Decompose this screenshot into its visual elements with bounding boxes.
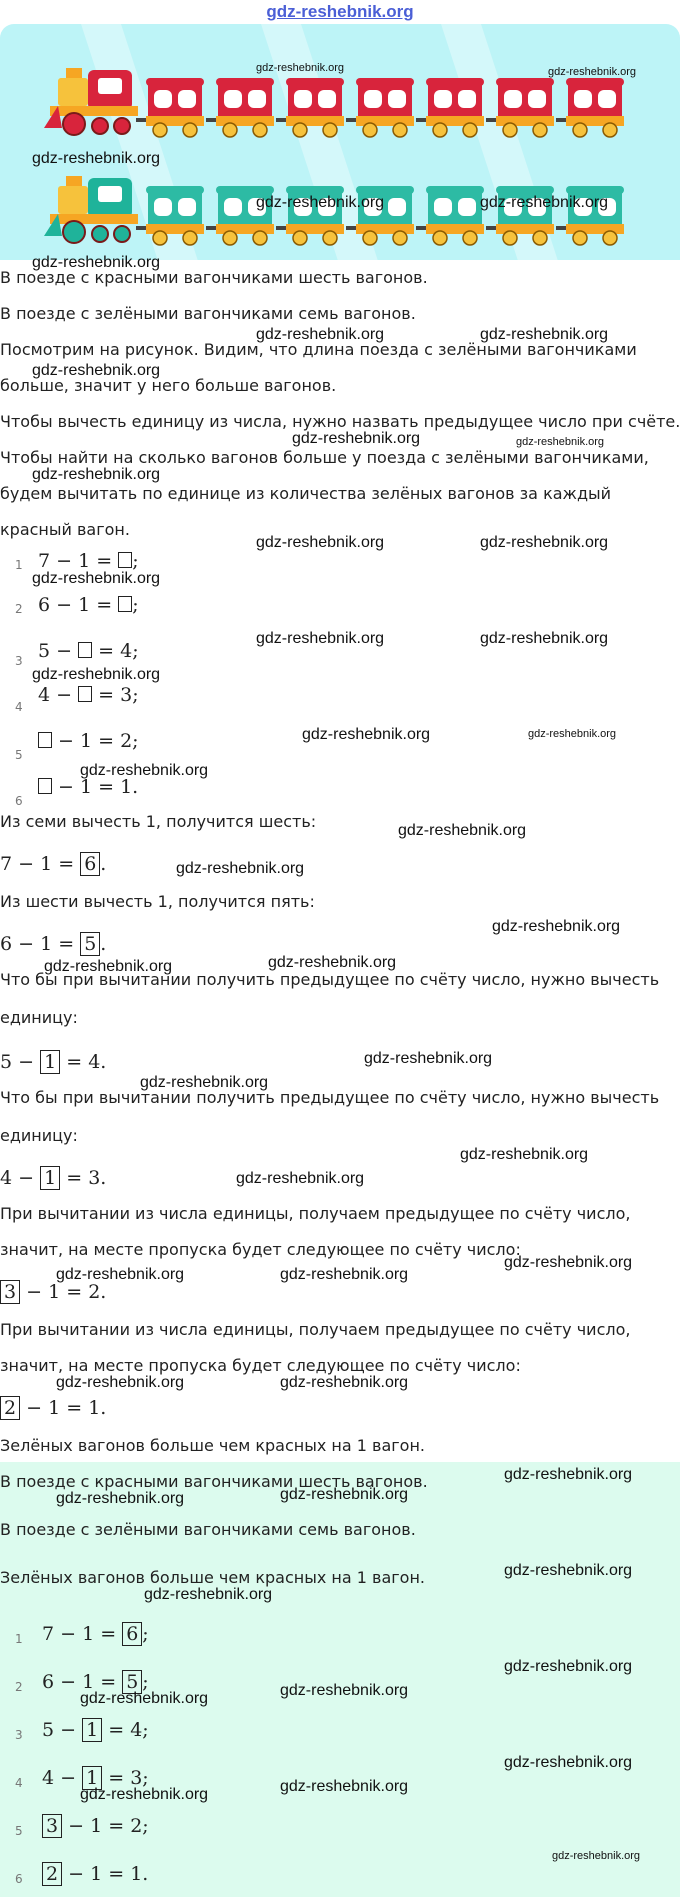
answer-equation: 3 − 1 = 2; [42, 1814, 149, 1838]
watermark: gdz-reshebnik.org [256, 534, 385, 551]
solution-text: будем вычитать по единице из количества зелёных вагонов за каждый [0, 484, 612, 503]
watermark: gdz-reshebnik.org [44, 958, 173, 975]
watermark: gdz-reshebnik.org [516, 436, 605, 448]
answer-block [0, 1462, 680, 1897]
watermark: gdz-reshebnik.org [32, 666, 161, 683]
watermark: gdz-reshebnik.org [256, 630, 385, 647]
answer-equation: 5 − 1 = 4; [42, 1719, 149, 1741]
watermark: gdz-reshebnik.org [56, 1266, 185, 1283]
answer-box: 2 [0, 1396, 20, 1420]
solution-text: красный вагон. [0, 520, 130, 539]
locomotive-icon [44, 62, 144, 138]
step-text: единицу: [0, 1008, 78, 1027]
watermark: gdz-reshebnik.org [280, 1682, 409, 1699]
answer-box: 3 [42, 1814, 62, 1838]
empty-box [118, 596, 132, 612]
task-equation: 7 − 1 = ; [38, 550, 139, 572]
watermark: gdz-reshebnik.org [504, 1562, 633, 1579]
step-text: При вычитании из числа единицы, получаем предыдущее по счёту число, [0, 1320, 631, 1339]
watermark: gdz-reshebnik.org [32, 362, 161, 379]
watermark: gdz-reshebnik.org [80, 762, 209, 779]
watermark: gdz-reshebnik.org [548, 66, 637, 78]
task-equation: 6 − 1 = ; [38, 594, 139, 616]
step-text: Из семи вычесть 1, получится шесть: [0, 812, 317, 831]
watermark: gdz-reshebnik.org [398, 822, 527, 839]
answer-task-number: 4 [15, 1776, 23, 1790]
watermark: gdz-reshebnik.org [492, 918, 621, 935]
answer-task-number: 1 [15, 1632, 23, 1646]
watermark: gdz-reshebnik.org [268, 954, 397, 971]
answer-box: 5 [122, 1670, 142, 1694]
watermark: gdz-reshebnik.org [256, 194, 385, 211]
step-text: единицу: [0, 1126, 78, 1145]
step-text: значит, на месте пропуска будет следующее по счёту число: [0, 1356, 521, 1375]
answer-equation: 6 − 1 = 5 ; [42, 1671, 149, 1693]
wagon-icon [564, 76, 626, 138]
watermark: gdz-reshebnik.org [480, 534, 609, 551]
task-equation: 4 − = 3; [38, 684, 139, 706]
watermark: gdz-reshebnik.org [236, 1170, 365, 1187]
empty-box [38, 778, 52, 794]
task-number: 1 [15, 558, 23, 572]
solution-text: Чтобы найти на сколько вагонов больше у поезда с зелёными вагончиками, [0, 448, 649, 467]
answer-text: Зелёных вагонов больше чем красных на 1 вагон. [0, 1568, 426, 1587]
watermark: gdz-reshebnik.org [480, 630, 609, 647]
answer-equation: 2 − 1 = 1. [42, 1862, 148, 1886]
solution-text: Чтобы вычесть единицу из числа, нужно назвать предыдущее число при счёте. [0, 412, 680, 431]
task-number: 6 [15, 794, 23, 808]
wagon-icon [144, 184, 206, 246]
empty-box [78, 642, 92, 658]
watermark: gdz-reshebnik.org [56, 1490, 185, 1507]
answer-box: 5 [80, 932, 100, 956]
step-equation: 6 − 1 = 5 . [0, 933, 107, 955]
step-text: значит, на месте пропуска будет следующее по счёту число: [0, 1240, 521, 1259]
answer-box: 1 [40, 1050, 60, 1074]
solution-text: Посмотрим на рисунок. Видим, что длина поезда с зелёными вагончиками [0, 340, 637, 359]
task-number: 5 [15, 748, 23, 762]
watermark: gdz-reshebnik.org [80, 1690, 209, 1707]
watermark: gdz-reshebnik.org [504, 1754, 633, 1771]
watermark: gdz-reshebnik.org [256, 326, 385, 343]
watermark: gdz-reshebnik.org [140, 1074, 269, 1091]
watermark: gdz-reshebnik.org [480, 326, 609, 343]
watermark: gdz-reshebnik.org [256, 62, 345, 74]
solution-text: больше, значит у него больше вагонов. [0, 376, 337, 395]
conclusion-text: Зелёных вагонов больше чем красных на 1 вагон. [0, 1436, 426, 1455]
wagon-icon [144, 76, 206, 138]
answer-box: 6 [122, 1622, 142, 1646]
answer-box: 2 [42, 1862, 62, 1886]
watermark: gdz-reshebnik.org [552, 1850, 641, 1862]
step-equation: 5 − 1 = 4. [0, 1051, 107, 1073]
watermark: gdz-reshebnik.org [176, 860, 305, 877]
step-equation: 2 − 1 = 1. [0, 1396, 106, 1420]
task-number: 4 [15, 700, 23, 714]
answer-text: В поезде с красными вагончиками шесть вагонов. [0, 1472, 428, 1491]
watermark: gdz-reshebnik.org [480, 194, 609, 211]
watermark: gdz-reshebnik.org [32, 254, 161, 271]
solution-text: В поезде с красными вагончиками шесть вагонов. [0, 268, 428, 287]
watermark: gdz-reshebnik.org [56, 1374, 185, 1391]
task-number: 3 [15, 654, 23, 668]
site-link[interactable]: gdz-reshebnik.org [266, 2, 414, 21]
answer-equation: 7 − 1 = 6 ; [42, 1623, 149, 1645]
step-text: Что бы при вычитании получить предыдущее по счёту число, нужно вычесть [0, 970, 660, 989]
empty-box [78, 686, 92, 702]
wagon-icon [354, 76, 416, 138]
watermark: gdz-reshebnik.org [280, 1266, 409, 1283]
empty-box [118, 552, 132, 568]
task-number: 2 [15, 602, 23, 616]
step-text: Из шести вычесть 1, получится пять: [0, 892, 315, 911]
answer-box: 1 [82, 1766, 102, 1790]
watermark: gdz-reshebnik.org [504, 1658, 633, 1675]
step-equation: 7 − 1 = 6 . [0, 853, 107, 875]
wagon-icon [284, 76, 346, 138]
answer-task-number: 5 [15, 1824, 23, 1838]
watermark: gdz-reshebnik.org [528, 728, 617, 740]
watermark: gdz-reshebnik.org [144, 1586, 273, 1603]
wagon-icon [424, 76, 486, 138]
watermark: gdz-reshebnik.org [280, 1778, 409, 1795]
answer-box: 1 [40, 1166, 60, 1190]
watermark: gdz-reshebnik.org [32, 570, 161, 587]
step-equation: 3 − 1 = 2. [0, 1280, 106, 1304]
locomotive-icon [44, 170, 144, 246]
answer-text: В поезде с зелёными вагончиками семь вагонов. [0, 1520, 416, 1539]
watermark: gdz-reshebnik.org [280, 1374, 409, 1391]
watermark: gdz-reshebnik.org [302, 726, 431, 743]
watermark: gdz-reshebnik.org [504, 1466, 633, 1483]
wagon-icon [214, 76, 276, 138]
watermark: gdz-reshebnik.org [504, 1254, 633, 1271]
answer-task-number: 6 [15, 1872, 23, 1886]
wagon-icon [494, 76, 556, 138]
answer-task-number: 2 [15, 1680, 23, 1694]
watermark: gdz-reshebnik.org [32, 466, 161, 483]
watermark: gdz-reshebnik.org [280, 1486, 409, 1503]
answer-box: 1 [82, 1718, 102, 1742]
task-equation: − 1 = 1. [38, 776, 138, 798]
task-equation: 5 − = 4; [38, 640, 139, 662]
answer-task-number: 3 [15, 1728, 23, 1742]
task-equation: − 1 = 2; [38, 730, 139, 752]
train-illustration [0, 24, 680, 260]
watermark: gdz-reshebnik.org [460, 1146, 589, 1163]
answer-equation: 4 − 1 = 3; [42, 1767, 149, 1789]
solution-text: В поезде с зелёными вагончиками семь вагонов. [0, 304, 416, 323]
answer-box: 6 [80, 852, 100, 876]
step-equation: 4 − 1 = 3. [0, 1167, 107, 1189]
watermark: gdz-reshebnik.org [364, 1050, 493, 1067]
watermark: gdz-reshebnik.org [292, 430, 421, 447]
empty-box [38, 732, 52, 748]
step-text: Что бы при вычитании получить предыдущее по счёту число, нужно вычесть [0, 1088, 660, 1107]
answer-box: 3 [0, 1280, 20, 1304]
watermark: gdz-reshebnik.org [32, 150, 161, 167]
watermark: gdz-reshebnik.org [80, 1786, 209, 1803]
step-text: При вычитании из числа единицы, получаем предыдущее по счёту число, [0, 1204, 631, 1223]
wagon-icon [424, 184, 486, 246]
